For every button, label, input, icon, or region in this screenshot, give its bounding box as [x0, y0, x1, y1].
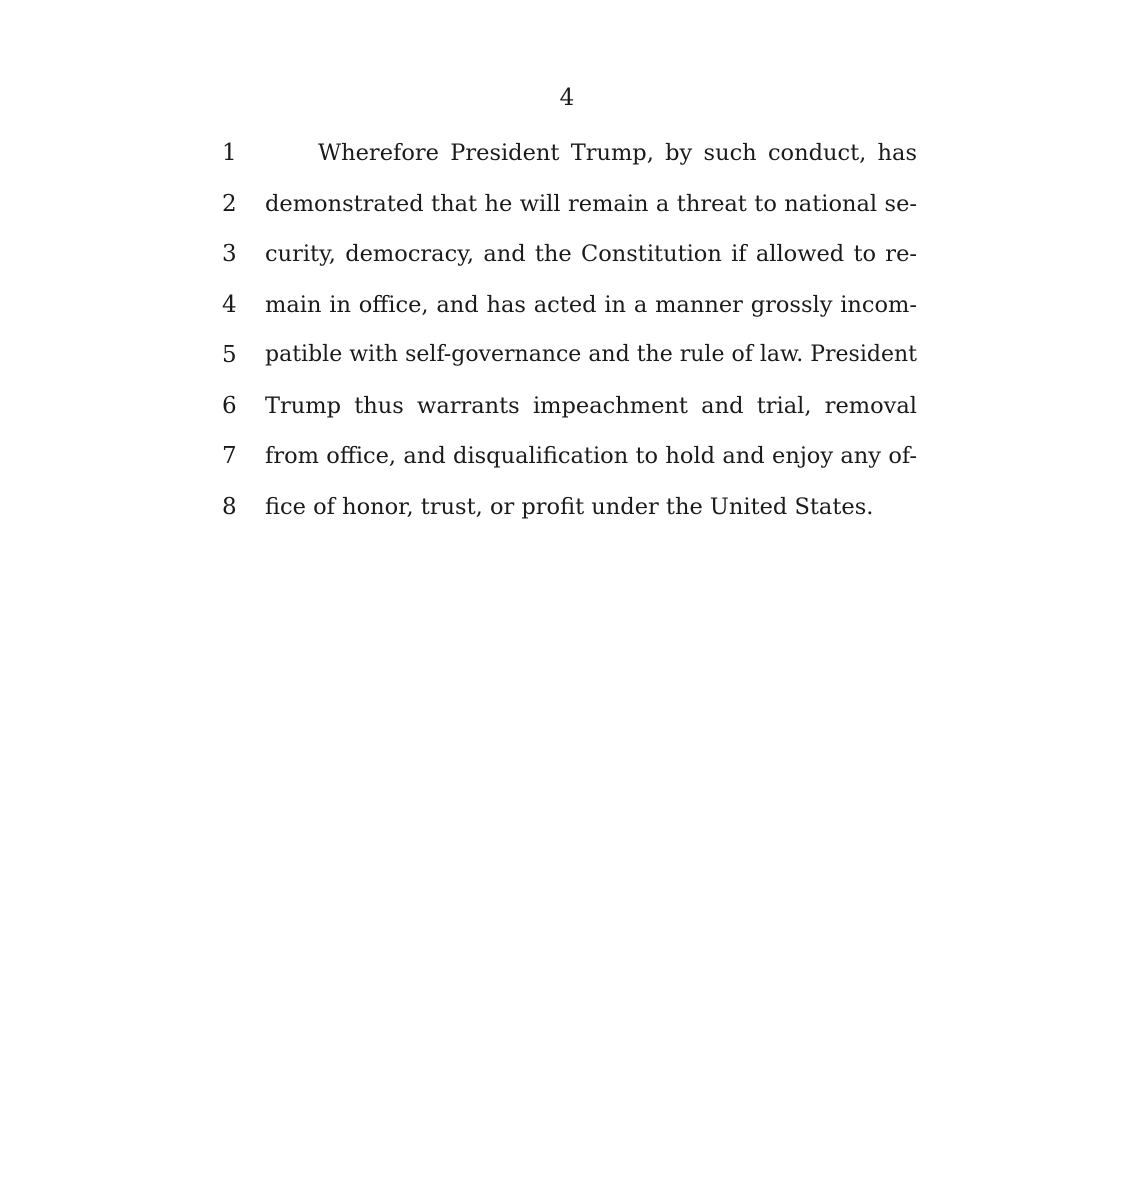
- line-text: demonstrated that he will remain a threat to national se-: [265, 190, 917, 217]
- line-number: 6: [222, 392, 237, 419]
- line-number: 7: [222, 443, 237, 470]
- line-text: patible with self-governance and the rule of law. President: [265, 342, 917, 368]
- line-number: 4: [222, 291, 237, 318]
- text-line: [222, 431, 922, 482]
- line-number: 8: [222, 493, 237, 520]
- line-text: fice of honor, trust, or profit under the United States.: [265, 493, 874, 520]
- text-line: [222, 381, 922, 432]
- line-text: from office, and disqualification to hold and enjoy any of-: [265, 443, 917, 470]
- line-text: main in office, and has acted in a manner grossly incom-: [265, 291, 917, 318]
- line-text: curity, democracy, and the Constitution if allowed to re-: [265, 241, 917, 268]
- line-text: Trump thus warrants impeachment and trial, removal: [265, 392, 917, 419]
- text-line: [222, 179, 922, 230]
- page-number: 4: [559, 85, 575, 111]
- line-number: 1: [222, 140, 237, 167]
- text-line: [222, 229, 922, 280]
- line-text: Wherefore President Trump, by such conduct, has: [318, 140, 917, 167]
- line-number: 5: [222, 342, 237, 369]
- text-line: [222, 482, 922, 533]
- text-line: [222, 330, 922, 381]
- text-line: [222, 280, 922, 331]
- text-line: [222, 128, 922, 179]
- line-number: 3: [222, 241, 237, 268]
- numbered-text-block: [222, 128, 922, 532]
- line-number: 2: [222, 190, 237, 217]
